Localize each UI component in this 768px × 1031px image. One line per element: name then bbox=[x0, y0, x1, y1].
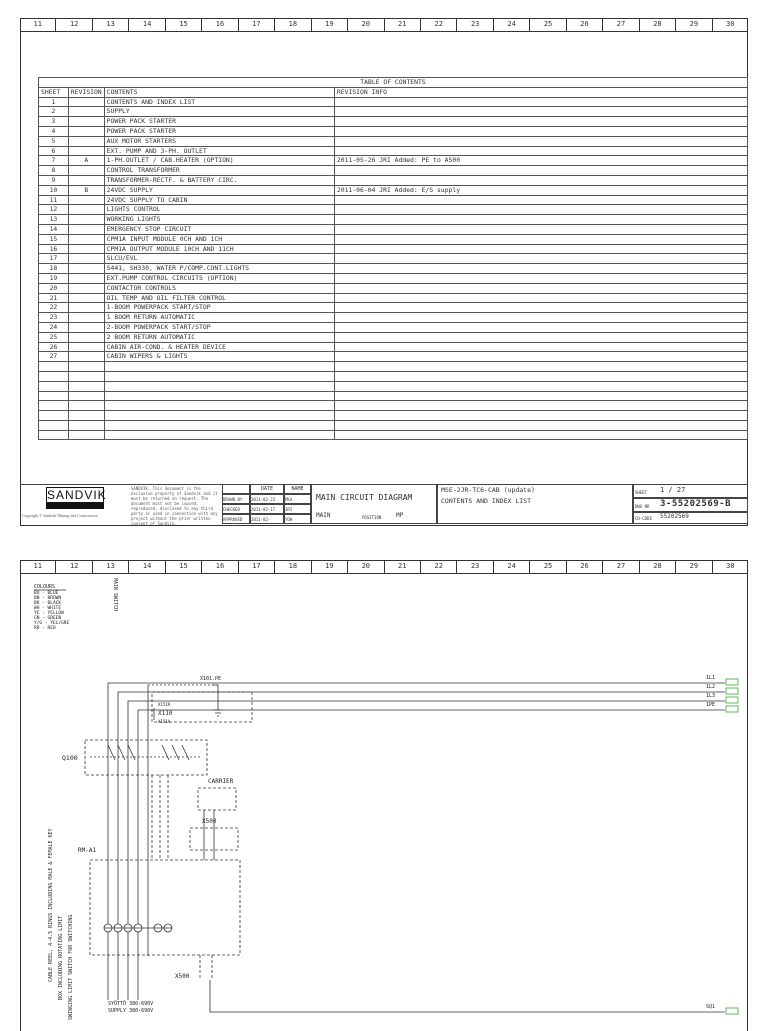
contents-cell: CONTENTS AND INDEX LIST bbox=[104, 97, 334, 107]
revision-cell bbox=[68, 264, 104, 274]
dwg-label: DWG NR bbox=[635, 504, 650, 509]
x500-label: X500 bbox=[202, 818, 217, 825]
sheet-cell: 16 bbox=[39, 244, 69, 254]
contents-cell: CPM1A INPUT MODULE 0CH AND 1CH bbox=[104, 234, 334, 244]
revision-info-cell bbox=[334, 136, 747, 146]
revision-cell bbox=[68, 97, 104, 107]
sheet-cell: 22 bbox=[39, 303, 69, 313]
ruler-cell: 12 bbox=[55, 561, 91, 573]
revision-cell bbox=[68, 293, 104, 303]
ruler-cell: 14 bbox=[128, 561, 164, 573]
sheet-cell: 18 bbox=[39, 264, 69, 274]
approved-name: YOH bbox=[284, 514, 311, 524]
contents-cell: AUX MOTOR STARTERS bbox=[104, 136, 334, 146]
ruler-cell: 26 bbox=[566, 19, 602, 31]
empty-table-row bbox=[39, 411, 748, 421]
sheet-cell: 25 bbox=[39, 332, 69, 342]
colour-code: BN - BROWN bbox=[34, 596, 62, 601]
revision-info-cell bbox=[334, 332, 747, 342]
sheet-cell: 2 bbox=[39, 107, 69, 117]
drawn-name: PKA bbox=[284, 494, 311, 504]
sheet-number: 1 / 27 bbox=[660, 486, 686, 494]
ruler-cell: 22 bbox=[420, 561, 456, 573]
title-block bbox=[20, 484, 748, 524]
ruler-cell: 23 bbox=[456, 561, 492, 573]
revision-cell bbox=[68, 215, 104, 225]
revision-info-cell: 2011-05-26 JRI Added: PE to A500 bbox=[334, 156, 747, 166]
sheet-cell: 15 bbox=[39, 234, 69, 244]
table-row bbox=[39, 205, 748, 215]
ruler-cell: 16 bbox=[201, 19, 237, 31]
ruler-cell: 30 bbox=[712, 19, 748, 31]
sheet-cell: 19 bbox=[39, 273, 69, 283]
ruler-cell: 19 bbox=[311, 19, 347, 31]
sheet-cell: 8 bbox=[39, 166, 69, 176]
sheet-cell: 7 bbox=[39, 156, 69, 166]
contents-cell: TRANSFORMER-RECTF. & BATTERY CIRC. bbox=[104, 175, 334, 185]
carrier-label: CARRIER bbox=[208, 778, 234, 785]
table-row bbox=[39, 126, 748, 136]
table-row bbox=[39, 273, 748, 283]
ruler-cell: 28 bbox=[639, 561, 675, 573]
revision-cell bbox=[68, 332, 104, 342]
sheet-cell: 10 bbox=[39, 185, 69, 195]
ruler-cell: 15 bbox=[165, 561, 201, 573]
table-row bbox=[39, 97, 748, 107]
contents-cell: SUPPLY bbox=[104, 107, 334, 117]
col-header-sheet: SHEET bbox=[39, 87, 69, 97]
contents-cell: LIGHTS CONTROL bbox=[104, 205, 334, 215]
table-row bbox=[39, 234, 748, 244]
logo-bar bbox=[46, 503, 104, 509]
table-row bbox=[39, 264, 748, 274]
rm-a1-label: RM-A1 bbox=[78, 847, 97, 854]
approved-label: APPROVED bbox=[222, 514, 250, 524]
sheet-cell: 14 bbox=[39, 224, 69, 234]
revision-info-cell bbox=[334, 166, 747, 176]
contents-cell: 24VDC SUPPLY TO CABIN bbox=[104, 195, 334, 205]
cable-reel-note-2: BOX INCLUDING ROTATING LIMIT bbox=[58, 915, 64, 1000]
table-row bbox=[39, 175, 748, 185]
colour-code: BU - BLUE bbox=[34, 591, 59, 596]
table-row bbox=[39, 146, 748, 156]
ruler-cell: 15 bbox=[165, 19, 201, 31]
ruler-cell: 11 bbox=[33, 562, 42, 570]
revision-cell bbox=[68, 283, 104, 293]
terminal-1l1: 1L1 bbox=[706, 675, 716, 681]
colour-code: WH - WHITE bbox=[34, 606, 62, 611]
terminal-1pe: 1PE bbox=[706, 702, 716, 708]
revision-cell bbox=[68, 107, 104, 117]
empty-table-row bbox=[39, 401, 748, 411]
colour-code: RD - RED bbox=[34, 626, 56, 631]
ruler-cell: 20 bbox=[347, 561, 383, 573]
sheet-cell: 17 bbox=[39, 254, 69, 264]
revision-cell bbox=[68, 352, 104, 362]
cable-reel-note: CABLE REEL, 4-4.5 RINGS INCLUDING MALE & FEMALE KEY bbox=[48, 828, 54, 982]
diagram-title: MAIN CIRCUIT DIAGRAM bbox=[316, 493, 413, 502]
x110-label: X110 bbox=[158, 710, 173, 717]
contents-cell: 2 BOOM RETURN AUTOMATIC bbox=[104, 332, 334, 342]
colour-code: Y/G - YEL/GRE bbox=[34, 621, 70, 626]
revision-cell bbox=[68, 146, 104, 156]
ruler-cell: 25 bbox=[529, 561, 565, 573]
revision-cell bbox=[68, 117, 104, 127]
ruler-cell: 27 bbox=[602, 19, 638, 31]
terminal-1l2: 1L2 bbox=[706, 684, 716, 690]
checked-label: CHECKED bbox=[222, 504, 250, 514]
contents-cell: EXT. PUMP AND 3-PH. OUTLET bbox=[104, 146, 334, 156]
revision-info-cell bbox=[334, 283, 747, 293]
ruler-cell: 24 bbox=[493, 561, 529, 573]
circuit-diagram bbox=[20, 560, 748, 1024]
ruler-cell: 23 bbox=[456, 19, 492, 31]
revision-cell bbox=[68, 342, 104, 352]
sheet-cell: 20 bbox=[39, 283, 69, 293]
revision-info-cell bbox=[334, 322, 747, 332]
contents-cell: WORKING LIGHTS bbox=[104, 215, 334, 225]
colour-code: YE - YELLOW bbox=[34, 611, 64, 616]
ruler-cell: 14 bbox=[128, 19, 164, 31]
ruler-cell: 29 bbox=[675, 19, 711, 31]
table-row bbox=[39, 322, 748, 332]
table-row bbox=[39, 185, 748, 195]
sheet-cell: 9 bbox=[39, 175, 69, 185]
revision-info-cell bbox=[334, 146, 747, 156]
contents-cell: CONTROL TRANSFORMER bbox=[104, 166, 334, 176]
revision-info-cell bbox=[334, 254, 747, 264]
contents-cell: 24VDC SUPPLY bbox=[104, 185, 334, 195]
revision-info-cell: 2011-06-04 JRI Added: E/S supply bbox=[334, 185, 747, 195]
checked-date: 2011-02-17 bbox=[250, 504, 284, 514]
terminal-sq1: SQ1 bbox=[706, 1004, 716, 1010]
sheet-cell: 5 bbox=[39, 136, 69, 146]
contents-cell: SLCU/EVL bbox=[104, 254, 334, 264]
table-row bbox=[39, 342, 748, 352]
table-row bbox=[39, 156, 748, 166]
sandvik-logo: SANDVIK bbox=[47, 488, 107, 502]
revision-info-cell bbox=[334, 126, 747, 136]
revision-info-cell bbox=[334, 244, 747, 254]
col-header-contents: CONTENTS bbox=[104, 87, 334, 97]
sheet-cell: 26 bbox=[39, 342, 69, 352]
contents-cell: 1 BOOM RETURN AUTOMATIC bbox=[104, 313, 334, 323]
x500-lower-label: X500 bbox=[175, 973, 190, 980]
colour-code: GN - GREEN bbox=[34, 616, 62, 621]
table-row bbox=[39, 166, 748, 176]
table-row bbox=[39, 352, 748, 362]
terminal-1l3: 1L3 bbox=[706, 693, 716, 699]
table-row bbox=[39, 313, 748, 323]
colour-legend bbox=[34, 591, 69, 631]
revision-cell bbox=[68, 224, 104, 234]
toc-title: TABLE OF CONTENTS bbox=[39, 78, 748, 88]
ruler-cell: 30 bbox=[712, 561, 748, 573]
revision-info-cell bbox=[334, 117, 747, 127]
sheet-contents bbox=[20, 18, 748, 526]
revision-info-cell bbox=[334, 224, 747, 234]
table-row bbox=[39, 107, 748, 117]
table-row bbox=[39, 215, 748, 225]
ruler-cell: 24 bbox=[493, 19, 529, 31]
ruler-cell: 12 bbox=[55, 19, 91, 31]
ruler-cell: 18 bbox=[274, 19, 310, 31]
revision-cell bbox=[68, 195, 104, 205]
sheet-cell: 11 bbox=[39, 195, 69, 205]
position-value: MP bbox=[396, 512, 404, 519]
col-name: NAME bbox=[284, 484, 311, 494]
revision-cell bbox=[68, 303, 104, 313]
table-row bbox=[39, 303, 748, 313]
revision-cell bbox=[68, 234, 104, 244]
limit-switch-note: SWINGING LIMIT SWITCH FOR SWITCHING bbox=[68, 914, 74, 1020]
sheet-cell: 3 bbox=[39, 117, 69, 127]
table-row bbox=[39, 254, 748, 264]
ruler-cell: 19 bbox=[311, 561, 347, 573]
revision-info-cell bbox=[334, 107, 747, 117]
contents-cell: EXT.PUMP CONTROL CIRCUITS (OPTION) bbox=[104, 273, 334, 283]
ruler-cell: 13 bbox=[92, 561, 128, 573]
revision-cell bbox=[68, 175, 104, 185]
empty-table-row bbox=[39, 371, 748, 381]
approved-date: 2011-02- bbox=[250, 514, 284, 524]
revision-info-cell bbox=[334, 205, 747, 215]
contents-cell: POWER PACK STARTER bbox=[104, 117, 334, 127]
revision-cell bbox=[68, 273, 104, 283]
colour-heading: COLOURS bbox=[34, 584, 56, 590]
contents-cell: POWER PACK STARTER bbox=[104, 126, 334, 136]
ruler-cell: 27 bbox=[602, 561, 638, 573]
table-row bbox=[39, 332, 748, 342]
sheet-label: SHEET bbox=[635, 490, 648, 495]
contents-cell: 1-PH.OUTLET / CAB.HEATER (OPTION) bbox=[104, 156, 334, 166]
ruler-cell: 17 bbox=[238, 561, 274, 573]
revision-info-cell bbox=[334, 264, 747, 274]
ownership-note: SANDVIK. This document is the exclusive property of Sandvik and it must be returned on request. The document must not be copied, reproduced, disclosed to any third party or used in connection with any project without the prior written consent of Sandvik. bbox=[131, 486, 218, 526]
revision-info-cell bbox=[334, 313, 747, 323]
ruler-cell: 21 bbox=[384, 19, 420, 31]
ruler-cell: 22 bbox=[420, 19, 456, 31]
x110-terminal-a: X151R bbox=[158, 702, 171, 707]
main-label: MAIN bbox=[316, 512, 331, 519]
ccode-value: 55202569 bbox=[660, 513, 689, 520]
revision-cell bbox=[68, 126, 104, 136]
ruler-cell: 29 bbox=[675, 561, 711, 573]
contents-cell: 2-BOOM POWERPACK START/STOP bbox=[104, 322, 334, 332]
table-row bbox=[39, 293, 748, 303]
ruler-cell: 26 bbox=[566, 561, 602, 573]
revision-cell bbox=[68, 166, 104, 176]
table-row bbox=[39, 224, 748, 234]
supply-label-fi: SYÖTTÖ 380-690V bbox=[108, 1001, 154, 1007]
contents-cell: CONTACTOR CONTROLS bbox=[104, 283, 334, 293]
sheet-cell: 4 bbox=[39, 126, 69, 136]
x110-terminal-b: X151A bbox=[158, 719, 171, 724]
drawn-label: DRAWN BY bbox=[222, 494, 250, 504]
revision-info-cell bbox=[334, 303, 747, 313]
empty-table-row bbox=[39, 420, 748, 430]
ruler-cell: 25 bbox=[529, 19, 565, 31]
ruler-cell: 28 bbox=[639, 19, 675, 31]
sheet-cell: 27 bbox=[39, 352, 69, 362]
table-row bbox=[39, 117, 748, 127]
col-header-revision-info: REVISION INFO bbox=[334, 87, 747, 97]
revision-info-cell bbox=[334, 215, 747, 225]
document-name: MSE-2JR-TC6-CAB (update) bbox=[441, 486, 535, 494]
empty-table-row bbox=[39, 381, 748, 391]
contents-cell: 1-BOOM POWERPACK START/STOP bbox=[104, 303, 334, 313]
revision-info-cell bbox=[334, 195, 747, 205]
revision-cell: B bbox=[68, 185, 104, 195]
sheet-cell: 23 bbox=[39, 313, 69, 323]
ruler-cell: 11 bbox=[33, 20, 42, 28]
empty-table-row bbox=[39, 391, 748, 401]
revision-info-cell bbox=[334, 97, 747, 107]
ruler-cell: 18 bbox=[274, 561, 310, 573]
main-switch-label: MAIN SWITCH bbox=[112, 578, 118, 612]
table-of-contents bbox=[38, 77, 748, 440]
x101-label: X101.PE bbox=[200, 676, 222, 682]
revision-cell bbox=[68, 244, 104, 254]
sheet-cell: 1 bbox=[39, 97, 69, 107]
revision-cell bbox=[68, 313, 104, 323]
revision-cell bbox=[68, 205, 104, 215]
ruler-cell: 20 bbox=[347, 19, 383, 31]
sheet-schematic bbox=[20, 560, 748, 1024]
table-row bbox=[39, 195, 748, 205]
col-header-revision: REVISION bbox=[68, 87, 104, 97]
revision-info-cell bbox=[334, 273, 747, 283]
ruler-cell: 17 bbox=[238, 19, 274, 31]
position-label: POSITION bbox=[362, 515, 382, 520]
table-row bbox=[39, 244, 748, 254]
document-subtitle: CONTENTS AND INDEX LIST bbox=[441, 497, 532, 505]
table-row bbox=[39, 283, 748, 293]
contents-cell: OIL TEMP AND OIL FILTER CONTROL bbox=[104, 293, 334, 303]
empty-table-row bbox=[39, 430, 748, 440]
revision-info-cell bbox=[334, 234, 747, 244]
revision-info-cell bbox=[334, 352, 747, 362]
sheet-cell: 13 bbox=[39, 215, 69, 225]
sheet-cell: 6 bbox=[39, 146, 69, 156]
drawing-number: 3-55202569-B bbox=[660, 499, 732, 509]
revision-cell bbox=[68, 136, 104, 146]
contents-cell: CPM1A OUTPUT MODULE 10CH AND 11CH bbox=[104, 244, 334, 254]
contents-cell: S441, SH330, WATER P/COMP.CONT.LIGHTS bbox=[104, 264, 334, 274]
revision-cell: A bbox=[68, 156, 104, 166]
drawn-date: 2011-02-23 bbox=[250, 494, 284, 504]
contents-cell: EMERGENCY STOP CIRCUIT bbox=[104, 224, 334, 234]
q100-label: Q100 bbox=[62, 754, 78, 762]
ruler-cell: 13 bbox=[92, 19, 128, 31]
supply-label-en: SUPPLY 380-690V bbox=[108, 1008, 154, 1014]
ruler-cell: 16 bbox=[201, 561, 237, 573]
revision-info-cell bbox=[334, 293, 747, 303]
colour-code: BK - BLACK bbox=[34, 601, 62, 606]
sheet-cell: 12 bbox=[39, 205, 69, 215]
checked-name: JRI bbox=[284, 504, 311, 514]
contents-cell: CABIN WIPERS & LIGHTS bbox=[104, 352, 334, 362]
revision-cell bbox=[68, 322, 104, 332]
table-row bbox=[39, 136, 748, 146]
revision-info-cell bbox=[334, 175, 747, 185]
contents-cell: CABIN AIR-COND. & HEATER DEVICE bbox=[104, 342, 334, 352]
revision-info-cell bbox=[334, 342, 747, 352]
copyright: Copyright © Sandvik Mining and Construction bbox=[22, 513, 98, 518]
revision-cell bbox=[68, 254, 104, 264]
ruler-cell: 21 bbox=[384, 561, 420, 573]
ccode-label: CO-CODE bbox=[635, 516, 652, 521]
sheet-cell: 24 bbox=[39, 322, 69, 332]
sheet-cell: 21 bbox=[39, 293, 69, 303]
empty-table-row bbox=[39, 362, 748, 372]
col-date: DATE bbox=[250, 484, 284, 494]
